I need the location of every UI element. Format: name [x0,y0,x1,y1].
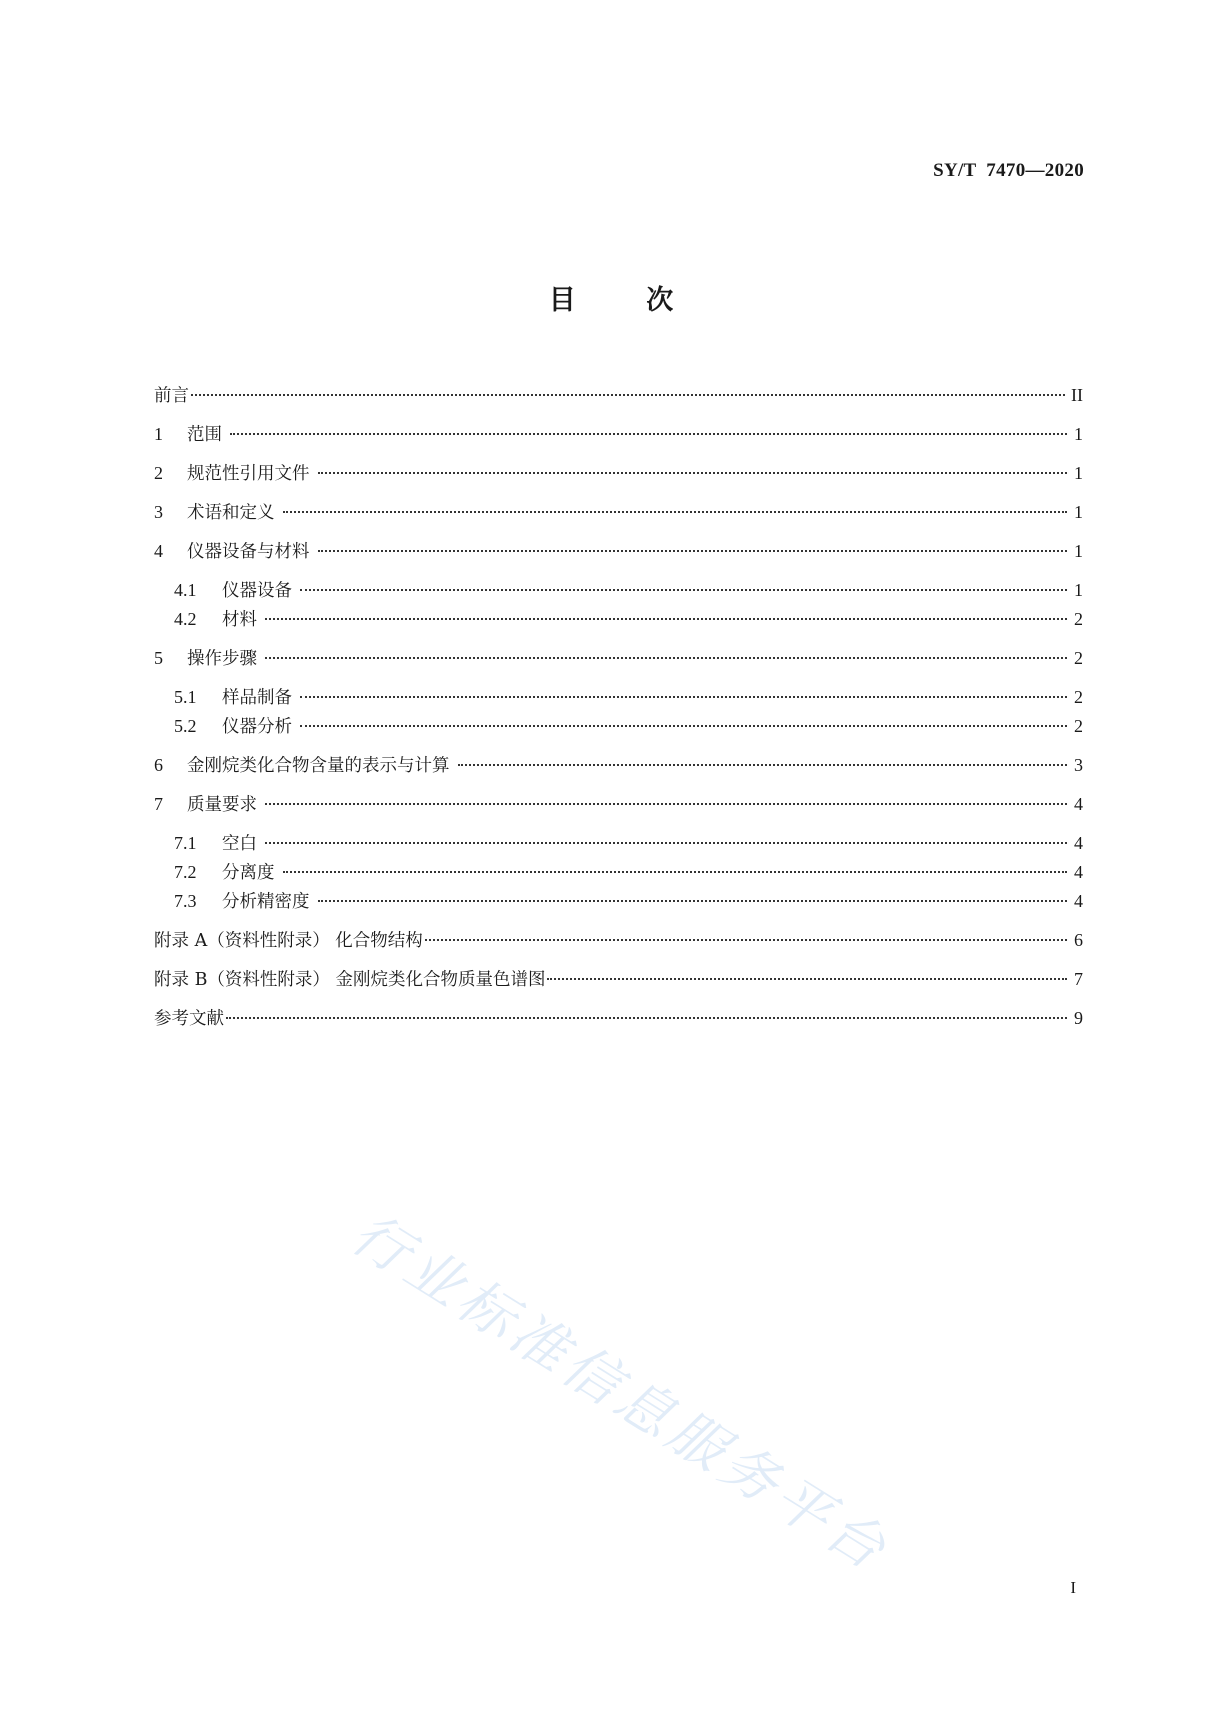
toc-entry-title: 分离度 [222,863,275,883]
toc-entry-page: 3 [1074,755,1083,775]
toc-entry[interactable] [154,791,1083,817]
toc-entry-page: 2 [1074,716,1083,736]
toc-entry-title: 范围 [187,425,222,445]
dot-leader [318,900,1068,902]
toc-entry[interactable] [154,499,1083,525]
dot-leader [265,803,1067,805]
toc-entry[interactable] [154,752,1083,778]
toc-entry-page: 4 [1074,794,1083,814]
toc-entry-page: 4 [1074,862,1083,882]
toc-entry[interactable] [174,859,1083,885]
page-number: I [1070,1578,1076,1597]
toc-entry-title: 前言 [154,386,189,406]
dot-leader [300,696,1067,698]
toc-entry-number: 6 [154,755,163,775]
toc-entry-title: 样品制备 [222,688,292,708]
toc-entry-title: 参考文献 [154,1009,224,1029]
toc-entry-title: 附录 B（资料性附录） 金刚烷类化合物质量色谱图 [154,970,546,990]
toc-entry-page: 7 [1074,969,1083,989]
toc-entry-number: 4.2 [174,609,197,629]
toc-entry-page: 1 [1074,580,1083,600]
toc-entry-number: 7.1 [174,833,197,853]
toc-entry[interactable] [154,1005,1083,1031]
toc-entry-title: 附录 A（资料性附录） 化合物结构 [154,931,423,951]
toc-entry-title: 规范性引用文件 [187,464,310,484]
toc-entry-page: 9 [1074,1008,1083,1028]
toc-entry-number: 3 [154,502,163,522]
toc-entry-number: 5 [154,648,163,668]
toc-entry-page: 4 [1074,833,1083,853]
toc-entry-page: 4 [1074,891,1083,911]
toc-entry-page: 1 [1074,502,1083,522]
toc-entry[interactable] [154,538,1083,564]
toc-entry-number: 7.3 [174,891,197,911]
toc-entry-number: 2 [154,463,163,483]
dot-leader [300,589,1067,591]
dot-leader [425,939,1067,941]
toc-entry[interactable] [174,713,1083,739]
dot-leader [265,618,1067,620]
toc-entry-title: 质量要求 [187,795,257,815]
page-title: 目 次 [548,285,676,316]
toc-entry-page: 6 [1074,930,1083,950]
toc-entry-title: 空白 [222,834,257,854]
dot-leader [283,871,1068,873]
toc-entry[interactable] [174,577,1083,603]
toc-entry[interactable] [174,606,1083,632]
toc-entry[interactable] [154,382,1083,408]
dot-leader [226,1017,1067,1019]
toc-entry-number: 1 [154,424,163,444]
dot-leader [547,978,1067,980]
toc-entry-title: 仪器设备与材料 [187,542,310,562]
toc-entry-title: 仪器设备 [222,581,292,601]
toc-entry-number: 5.2 [174,716,197,736]
toc-entry-page: 1 [1074,424,1083,444]
toc-entry[interactable] [154,645,1083,671]
toc-entry[interactable] [154,966,1083,992]
toc-entry-page: 2 [1074,648,1083,668]
toc-entry-title: 金刚烷类化合物含量的表示与计算 [187,756,450,776]
toc-entry-number: 4.1 [174,580,197,600]
toc-entry-number: 7 [154,794,163,814]
dot-leader [191,394,1065,396]
toc-entry[interactable] [154,927,1083,953]
toc-entry-page: 1 [1074,541,1083,561]
dot-leader [318,472,1068,474]
toc-entry-number: 7.2 [174,862,197,882]
dot-leader [283,511,1068,513]
toc-entry-title: 操作步骤 [187,649,257,669]
dot-leader [318,550,1068,552]
toc-entry-page: 2 [1074,609,1083,629]
toc-entry-page: 1 [1074,463,1083,483]
dot-leader [230,433,1067,435]
toc-entry[interactable] [174,830,1083,856]
toc-entry-title: 分析精密度 [222,892,310,912]
toc-entry-page: II [1071,385,1083,405]
toc-entry-title: 材料 [222,610,257,630]
toc-entry-number: 5.1 [174,687,197,707]
toc-entry[interactable] [154,460,1083,486]
toc-entry-page: 2 [1074,687,1083,707]
dot-leader [300,725,1067,727]
toc-entry[interactable] [154,421,1083,447]
standard-number: SY/T 7470—2020 [933,160,1084,181]
toc-entry-title: 仪器分析 [222,717,292,737]
toc-entry-title: 术语和定义 [187,503,275,523]
dot-leader [458,764,1068,766]
toc-entry[interactable] [174,684,1083,710]
toc-entry-number: 4 [154,541,163,561]
dot-leader [265,657,1067,659]
toc-entry[interactable] [174,888,1083,914]
watermark: 行业标准信息服务平台 [340,1201,901,1585]
dot-leader [265,842,1067,844]
